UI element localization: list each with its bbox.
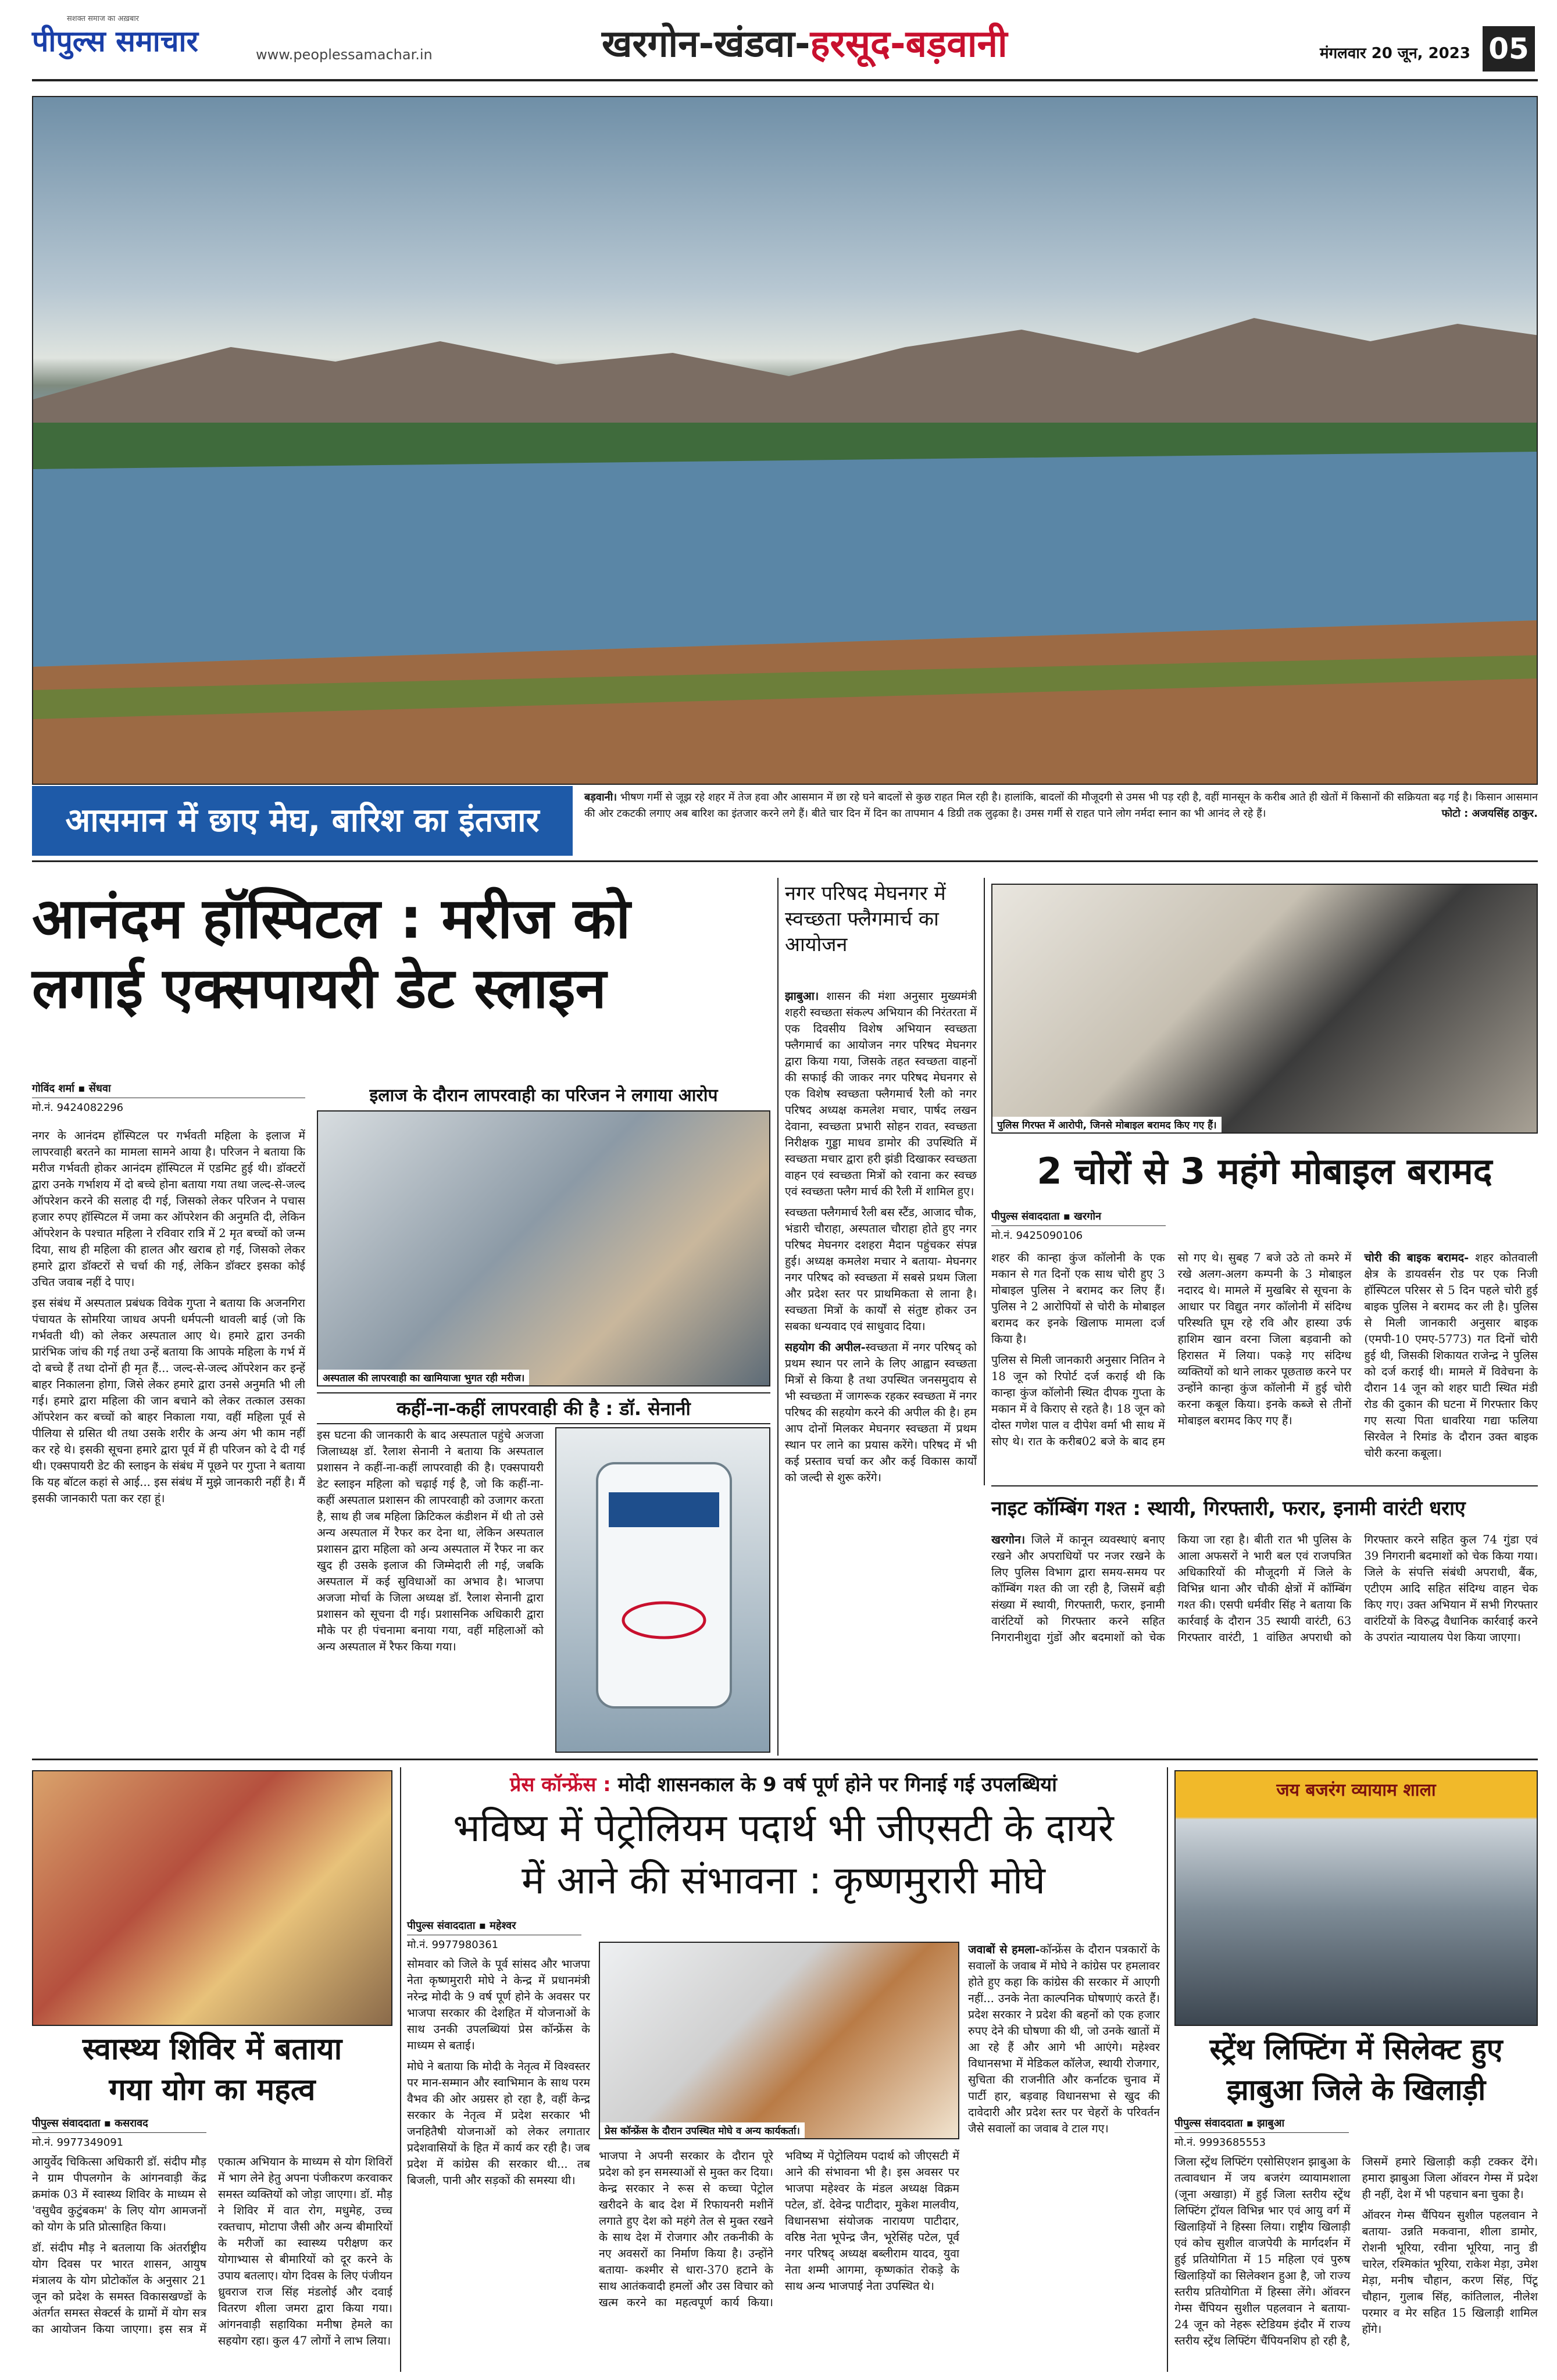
logo <box>32 13 276 59</box>
rule-above-bottom <box>32 1759 1538 1760</box>
yoga-photo <box>32 1770 392 2026</box>
press-photo <box>599 1942 959 2139</box>
press-body-col3 <box>968 1942 1160 2369</box>
police-photo-caption: पुलिस गिरफ्त में आरोपी, जिनसे मोबाइल बरामद किए गए हैं। <box>992 1117 1222 1132</box>
edition-title-part1: खरगोन-खंडवा- <box>602 23 810 66</box>
police-photo <box>991 884 1538 1134</box>
top-photo-banner: आसमान में छाए मेघ, बारिश का इंतजार <box>32 786 573 856</box>
press-body-p4: कॉन्फ्रेंस के दौरान पत्रकारों के सवालों के जवाब में मोघे ने कांग्रेस पर हमलावर होते हुए कहा कि कांग्रेस की सरकार में आएगी नहीं... उनके नेता काल्पनिक घोषणाएं करते हैं। प्रदेश सरकार ने प्रदेश की बहनों को एक हजार रुपए देने की घोषणा की थी, जो उनके खातों में आ रहे हैं और आगे भी आएंगे। महेश्वर विधानसभा में मेडिकल कॉलेज, स्थायी रोजगार, सुचिता की राजनीति और कर्नाटक चुनाव में पार्टी हार, बड़वाह विधानसभा से खुद की दावेदारी और प्रदेश स्तर पर चेहरों के परिवर्तन जैसे सवालों का जवाब वे टाल गए। <box>968 1943 1160 2135</box>
sports-mobile: मो.नं. 9993685553 <box>1174 2132 1349 2149</box>
press-byline: पीपुल्स संवाददाता ▪ महेश्वर मो.नं. 9977980361 <box>407 1918 581 1952</box>
top-photo-caption-text: भीषण गर्मी से जूझ रहे शहर में तेज हवा और आसमान में छा रहे घने बादलों से कुछ राहत मिल रही है। हालांकि, बादलों की मौजूदगी से उमस भी पड़ रही है, वहीं मानसून के करीब आते ही खेतों में किसानों की सक्रियता बढ़ गई है। किसान आसमान की ओर टकटकी लगाए अब बारिश का इंतजार करने लगे हैं। बीते चार दिन में दिन का तापमान 4 डिग्री तक लुढ़का है। उमस गर्मी से राहत पाने लोग नर्मदा स्नान का भी आनंद ले रहे हैं। <box>584 791 1538 820</box>
thieves-body <box>991 1250 1538 1480</box>
press-kicker <box>407 1770 1160 1797</box>
hospital-headline-line1: आनंदम हॉस्पिटल : मरीज को <box>32 886 631 951</box>
thieves-place: खरगोन <box>1074 1210 1102 1223</box>
press-headline <box>407 1802 1160 1907</box>
thieves-byline: पीपुल्स संवाददाता ▪ खरगोन मो.नं. 9425090106 <box>991 1209 1166 1242</box>
thieves-bike-label: चोरी की बाइक बरामद- <box>1364 1251 1469 1264</box>
masthead <box>0 0 1557 81</box>
press-photo-caption: प्रेस कॉन्फ्रेंस के दौरान उपस्थित मोघे व अन्य कार्यकर्ता। <box>600 2122 805 2138</box>
date: मंगलवार 20 जून, 2023 <box>1320 45 1470 62</box>
col-divider-3 <box>400 1767 401 2372</box>
cleanliness-body-p3: स्वच्छता में नगर परिषद् को प्रथम स्थान पर लाने के लिए आह्वान स्वच्छता मित्रों से किया है तथा उपस्थित जनसमुदाय से भी स्वच्छता में जागरूक रहकर स्वच्छता में नगर परिषद की सहयोग करने की अपील की है। हम आप दोनों मिलकर मेघनगर स्वच्छता में प्रथम स्थान पर लाने का प्रयास करेंगे। परिषद में भी कई प्रस्ताव चर्चा कर और कई विकास कार्यों को जल्दी से शुरू करेंगे। <box>785 1341 977 1484</box>
cleanliness-body-p2: स्वच्छता फ्लैगमार्च रैली बस स्टैंड, आजाद चौक, भंडारी चौराहा, अस्पताल चौराहा होते हुए नगर परिषद मेघनगर दशहरा मैदान पहुंचकर संपन्न हुई। अध्यक्ष कमलेश मचार ने बताया- मेघनगर नगर परिषद को स्वच्छता में सबसे प्रथम जिला और प्रदेश स्तर पर प्राथमिकता से लाना है। स्वच्छता मित्रों के कार्यों से संतुष्ट होकर उन सबका धन्यवाद एवं साधुवाद दिया। <box>785 1206 977 1333</box>
thieves-body-p2: पुलिस से मिली जानकारी अनुसार नितिन ने 18 जून को रिपोर्ट दर्ज कराई थी कि कान्हा कुंज कॉलोनी स्थित दीपक गुप्ता के मकान में वे किराए से रहते है। 18 जून को दोस्त गणेश पाल व दीपेश वर्मा भी साथ में सोए थे। रात के करीब02 बजे के बाद हम सो गए थे। सुबह 7 बजे उठे तो कमरे में रखे अलग-अलग कम्पनी के 3 मोबाइल नदारद थे। मामले में मुखबिर से सूचना के आधार पर विद्युत नगर कॉलोनी में संदिग्ध परिस्थति घूम रहे रवि और हास्या उर्फ हाशिम खान वरना जिला बड़वानी को हिरासत में लिया। पकड़े गए संदिग्ध व्यक्तियों को थाने लाकर पूछताछ करने पर उन्होंने कान्हा कुंज कॉलोनी में हुई चोरी करना कबूल किया। इनके कब्जे से तीनों मोबाइल बरामद किए गए हैं। <box>991 1251 1352 1448</box>
press-kicker-label: प्रेस कॉन्फ्रेंस : <box>510 1773 611 1796</box>
col-divider-1 <box>777 878 779 1756</box>
lake-photo-art <box>33 97 1538 785</box>
saline-bottle-icon <box>556 1428 770 1753</box>
sports-body-p1: जिला स्ट्रेंथ लिफ्टिंग एसोसिएशन झाबुआ के तत्वावधान में जय बजरंग व्यायामशाला (जूना अखाड़ा) में हुई जिला स्तरीय स्ट्रेंथ लिफ्टिंग ट्रॉयल विभिन्न भार एवं आयु वर्ग में खिलाड़ियों ने हिस्सा लिया। राष्ट्रीय खिलाड़ी एवं कोच सुशील वाजपेयी के मार्गदर्शन में हुई प्रतियोगिता में 15 महिला एवं पुरुष खिलाड़ियों का सिलेक्शन हुआ है, जो राज्य स्तरीय प्रतियोगिता में हिस्सा लेंगे। ऑवरन गेम्स चैंपियन सुशील पहलवान ने बताया- 24 जून को नेहरू स्टेडियम इंदौर में राज्य स्तरीय स्ट्रेंथ लिफ्टिंग चैंपियनशिप हो रही है, जिसमें हमारे खिलाड़ी कड़ी टक्कर देंगे। हमारा झाबुआ जिला ऑवरन गेम्स में प्रदेश ही नहीं, देश में भी पहचान बना चुका है। <box>1174 2155 1538 2347</box>
top-photo-caption <box>584 789 1538 822</box>
hospital-mobile: मो.नं. 9424082296 <box>32 1098 305 1114</box>
yoga-place: कसरावद <box>115 2117 148 2129</box>
combing-body-text: जिले में कानून व्यवस्थाएं बनाए रखने और अपराधियों पर नजर रखने के लिए पुलिस विभाग द्वारा समय-समय पर कॉम्बिंग गश्त की जा रही है, जिसमें बड़ी संख्या में स्थायी, गिरफ्तारी, फरार, इनामी वारंटियों को गिरफ्तार करने सहित निगरानीशुदा गुंडों और बदमाशों को चेक किया जा रहा है। बीती रात भी पुलिस के आला अफसरों ने भारी बल एवं राजपत्रित अधिकारियों की मौजूदगी में जिले के विभिन्न थाना और चौकी क्षेत्रों में कॉम्बिंग गश्त की। एसपी धर्मवीर सिंह ने बताया कि कार्रवाई के दौरान 35 स्थायी वारंटी, 63 गिरफ्तार वारंटी, 1 वांछित अपराधी को गिरफ्तार करने सहित कुल 74 गुंडा एवं 39 निगरानी बदमाशों को चेक किया गया। जिले के संपत्ति संबंधी अपराधी, बैंक, एटीएम आदि सहित संदिग्ध वाहन चेक किए गए। उक्त अभियान में सभी गिरफ्तार वारंटियों के विरुद्ध वैधानिक कार्रवाई करने के उपरांत न्यायालय पेश किया जाएगा। <box>991 1533 1538 1644</box>
website: www.peoplessamachar.in <box>256 47 433 63</box>
cleanliness-body <box>785 988 977 1756</box>
press-body-col1 <box>407 1956 590 2369</box>
press-headline-line2: में आने की संभावना : कृष्णमुरारी मोघे <box>522 1858 1045 1903</box>
hospital-body-col2 <box>317 1427 544 1753</box>
sports-reporter: पीपुल्स संवाददाता <box>1174 2117 1243 2129</box>
thieves-body-p3: शहर कोतवाली क्षेत्र के डायवर्सन रोड पर एक निजी हॉस्पिटल परिसर से 5 दिन पहले चोरी हुई बाइक पुलिस ने बरामद कर ली है। पुलिस से मिली जानकारी अनुसार बाइक (एमपी-10 एमए-5773) गत दिनों चोरी हुई थी, जिसकी शिकायत राजेन्द्र ने पुलिस को दर्ज कराई थी। मामले में विवेचना के दौरान 14 जून को शहर घाटी स्थित मंडी रोड की दुकान की घटना में गिरफ्तार किए गए सत्या पिता धावरिया गद्या फलिया सिरवेल ने रिमांड के दौरान उक्त बाइक चोरी करना कबूला। <box>1364 1251 1538 1460</box>
hospital-body-col1 <box>32 1128 305 1753</box>
yoga-headline <box>32 2029 392 2110</box>
combing-body <box>991 1532 1538 1756</box>
combing-headline: नाइट कॉम्बिंग गश्त : स्थायी, गिरफ्तारी, फरार, इनामी वारंटी धराए <box>991 1497 1466 1520</box>
col-divider-2 <box>984 878 985 1485</box>
top-photo-caption-place: बड़वानी। <box>584 791 617 803</box>
sports-byline: पीपुल्स संवाददाता ▪ झाबुआ मो.नं. 9993685553 <box>1174 2116 1349 2149</box>
hospital-subheading: इलाज के दौरान लापरवाही का परिजन ने लगाया आरोप <box>369 1085 718 1106</box>
press-body-p1: सोमवार को जिले के पूर्व सांसद और भाजपा नेता कृष्णमुरारी मोघे ने केन्द्र में प्रधानमंत्री नरेन्द्र मोदी के 9 वर्ष पूर्ण होने के अवसर पर भाजपा सरकार की देशहित में योजनाओं के साथ उनकी उपलब्धियां प्रेस कॉन्फ्रेंस के माध्यम से बताई। <box>407 1957 590 2052</box>
press-kicker-text: मोदी शासनकाल के 9 वर्ष पूर्ण होने पर गिनाई गई उपलब्धियां <box>617 1773 1057 1796</box>
hospital-place: सेंधवा <box>88 1082 111 1095</box>
combing-place: खरगोन। <box>991 1533 1026 1546</box>
yoga-body-p1: आयुर्वेद चिकित्सा अधिकारी डॉ. संदीप मौड़ ने ग्राम पीपलगोन के आंगनवाड़ी केंद्र क्रमांक 03 में स्वास्थ्य शिविर के माध्यम से 'वसुधैव कुटुंबकम' के लिए योग आमजनों को योग के प्रति प्रोत्साहित किया। <box>32 2155 206 2234</box>
yoga-mobile: मो.नं. 9977349091 <box>32 2132 206 2149</box>
page-number: 05 <box>1483 26 1535 72</box>
press-body-col2 <box>599 2148 959 2369</box>
sports-body <box>1174 2154 1538 2369</box>
hospital-reporter: गोविंद शर्मा <box>32 1082 74 1095</box>
sports-headline-line2: झाबुआ जिले के खिलाड़ी <box>1226 2073 1486 2107</box>
top-photo-credit: फोटो : अजयसिंह ठाकुर. <box>1441 807 1538 820</box>
yoga-byline: पीपुल्स संवाददाता ▪ कसरावद मो.नं. 9977349091 <box>32 2116 206 2149</box>
thieves-headline: 2 चोरों से 3 महंगे मोबाइल बरामद <box>1037 1150 1492 1192</box>
masthead-rule <box>32 79 1538 81</box>
saline-photo <box>555 1427 770 1753</box>
logo-text: पीपुल्स समाचार <box>32 24 198 58</box>
thieves-mobile: मो.नं. 9425090106 <box>991 1225 1166 1242</box>
hospital-headline <box>32 884 770 1023</box>
rule-above-combing <box>991 1485 1538 1486</box>
press-body-p3: भाजपा ने अपनी सरकार के दौरान पूरे प्रदेश को इन समस्याओं से मुक्त कर दिया। केन्द्र सरकार ने रूस से कच्चा पेट्रोल खरीदने के बाद देश में रिफायनरी मशीनें लगाते हुए देश को महंगे तेल से मुक्त रखने के साथ देश में रोजगार और तकनीकी के नए अवसरों का निर्माण किया है। उन्होंने बताया- कश्मीर से धारा-370 हटाने के साथ आतंकवादी हमलों और उस विचार को खत्म करने का महत्वपूर्ण कार्य किया। भविष्य में पेट्रोलियम पदार्थ को जीएसटी में आने की संभावना भी है। इस अवसर पर भाजपा महेश्वर के मंडल अध्यक्ष विक्रम पटेल, डॉ. देवेन्द्र पाटीदार, मुकेश मालवीय, विधानसभा संयोजक नारायण पाटीदार, वरिष्ठ नेता भूपेन्द्र जैन, भूरेसिंह पटेल, पूर्व नगर परिषद् अध्यक्ष बब्लीराम यादव, युवा नेता शम्मी आगमा, कृष्णकांत रोकड़े के साथ अन्य भाजपाई नेता उपस्थित थे। <box>599 2149 959 2309</box>
cleanliness-headline: नगर परिषद मेघनगर में स्वच्छता फ्लैगमार्च का आयोजन <box>785 882 946 956</box>
edition-title-part2: हरसूद-बड़वानी <box>810 23 1008 66</box>
yoga-reporter: पीपुल्स संवाददाता <box>32 2117 101 2129</box>
sports-headline-line1: स्ट्रेंथ लिफ्टिंग में सिलेक्ट हुए <box>1209 2032 1503 2066</box>
cleanliness-place: झाबुआ। <box>785 989 819 1003</box>
sports-headline <box>1174 2029 1538 2110</box>
yoga-headline-line1: स्वास्थ्य शिविर में बताया <box>82 2032 342 2067</box>
yoga-headline-line2: गया योग का महत्व <box>109 2072 316 2107</box>
logo-tagline: सशक्त समाज का अख़बार <box>67 15 140 23</box>
press-body-p2: मोघे ने बताया कि मोदी के नेतृत्व में विश्वस्तर पर मान-सम्मान और स्वाभिमान के साथ परम वैभव की ओर अग्रसर हो रहा है, वहीं केन्द्र सरकार के नेतृत्व में प्रदेश सरकार भी जनहितैषी योजनाओं को लेकर लगातार प्रदेशवासियों के हित में कार्य कर रही है। जब प्रदेश में कांग्रेस की सरकार थी... तब बिजली, पानी और सड़कों की समस्या थी। <box>407 2060 590 2187</box>
hospital-headline-line2: लगाई एक्सपायरी डेट स्लाइन <box>32 956 606 1021</box>
yoga-body-p2: डॉ. संदीप मौड़ ने बतलाया कि अंतर्राष्ट्रीय योग दिवस पर भारत शासन, आयुष मंत्रालय के योग प्रोटोकॉल के अनुसार 21 जून को प्रदेश के समस्त विकासखण्डों के अंतर्गत समस्त सेक्टर्स के ग्रामों में योग सत्र का आयोजन किया जाएगा। इस सत्र में एकात्म अभियान के माध्यम से योग शिविरों में भाग लेने हेतु अपना पंजीकरण करवाकर समस्त व्यक्तियों को जोड़ा जाएगा। डॉ. मौड़ ने शिविर में वात रोग, मधुमेह, उच्च रक्तचाप, मोटापा जैसी और अन्य बीमारियों के मरीजों का स्वास्थ्य परीक्षण कर योगाभ्यास से बीमारियों को दूर करने के उपाय बतलाए। योग दिवस के लिए पंजीयन ध्रुवराज राज सिंह मंडलोई और दवाई वितरण शीला जमरा द्वारा किया गया। आंगनवाड़ी सहायिका मनीषा हेमले का सहयोग रहा। कुल 47 लोगों ने लाभ लिया। <box>32 2155 392 2347</box>
edition-title <box>602 21 1008 67</box>
col-divider-4 <box>1167 1767 1168 2372</box>
hospital-body-p1: नगर के आनंदम हॉस्पिटल पर गर्भवती महिला के इलाज में लापरवाही बरतने का मामला सामने आया है। परिजन ने बताया कि मरीज गर्भवती होकर आनंदम हॉस्पिटल में एडमिट हुई थी। डॉक्टरों द्वारा उनके गर्भाशय में दो बच्चे होना बताया गया तथा जल्द-से-जल्द ऑपरेशन करने की सलाह दी गई, जिसको लेकर परिजन ने पचास हजार रुपए हॉस्पिटल में जमा कर ऑपरेशन की अनुमति दी, लेकिन ऑपरेशन के पश्चात महिला ने रविवार रात्रि में 2 मृत बच्चों को जन्म दिया, साथ ही महिला की हालत और खराब हो गई, जिसको लेकर हमारे द्वारा डॉक्टरों से चर्चा की गई, लेकिन डॉक्टर इसका कोई उचित जवाब नहीं दे पाए। <box>32 1129 305 1289</box>
thieves-reporter: पीपुल्स संवाददाता <box>991 1210 1060 1223</box>
hospital-body-p3: इस घटना की जानकारी के बाद अस्पताल पहुंचे अजजा जिलाध्यक्ष डॉ. रैलाश सेनानी ने बताया कि अस्पताल प्रशासन ने कहीं-ना-कहीं लापरवाही की है। एक्सपायरी डेट स्लाइन महिला को चढ़ाई गई है, जो कि कहीं-ना-कहीं अस्पताल प्रशासन की लापरवाही को उजागर करता है, साथ ही जब महिला क्रिटिकल कंडीशन में थी तो उसे अन्य अस्पताल में रैफर कर देना था, लेकिन अस्पताल प्रशासन द्वारा महिला को अन्य अस्पताल में रैफर ना कर खुद ही उसके इलाज की जिम्मेदारी ली गई, जबकि अस्पताल में कई सुविधाओं का अभाव है। भाजपा अजजा मोर्चा के जिला अध्यक्ष डॉ. रैलाश सेनानी द्वारा प्रशासन को सूचना दी गई। प्रशासनिक अधिकारी द्वारा मौके पर ही पंचनामा बनाया गया, वहीं महिलाओं को अन्य अस्पताल में रैफर किया गया। <box>317 1428 544 1653</box>
rule-below-top <box>32 860 1538 862</box>
cleanliness-appeal-label: सहयोग की अपील- <box>785 1341 866 1354</box>
hospital-photo-caption: अस्पताल की लापरवाही का खामियाजा भुगत रही मरीज। <box>318 1370 529 1385</box>
sports-body-p2: ऑवरन गेम्स चैंपियन सुशील पहलवान ने बताया- उन्नति मकवाना, शीला डामोर, रोशनी भूरिया, रवीना भूरिया, नानु डी चारेल, रश्मिकांत भूरिया, राकेश मेड़ा, उमेश मेड़ा, मनीष चौहान, करण सिंह, पिंटू चौहान, गुलाब सिंह, कांतिलाल, नीलेश परमार व मेर सहित 15 खिलाड़ी शामिल होंगे। <box>1362 2209 1538 2336</box>
hospital-byline: गोविंद शर्मा ▪ सेंधवा मो.नं. 9424082296 <box>32 1081 305 1114</box>
press-reporter: पीपुल्स संवाददाता <box>407 1920 476 1932</box>
press-place: महेश्वर <box>490 1920 516 1932</box>
sports-place: झाबुआ <box>1257 2117 1285 2129</box>
sports-photo-banner: जय बजरंग व्यायाम शाला <box>1276 1780 1436 1800</box>
lake-photo <box>32 96 1538 785</box>
hospital-photo <box>317 1110 770 1386</box>
press-mobile: मो.नं. 9977980361 <box>407 1935 581 1952</box>
hospital-body-p2: इस संबंध में अस्पताल प्रबंधक विवेक गुप्ता ने बताया कि अजनगिरा पंचायत के सोमरिया जाधव अपनी धर्मपत्नी थावली बाई (जो कि गर्भवती थी) को लेकर अस्पताल आए थे। हमारे द्वारा उनकी प्रारंभिक जांच की गई तथा उन्हें बताया कि आपके महिला के गर्भ में दो बच्चे हैं तथा दोनों ही मृत हैं... जल्द-से-जल्द ऑपरेशन कर इन्हें बाहर निकालना होगा, जिसे लेकर हमारे द्वारा उनसे अनुमति भी ली गई। हमारे द्वारा महिला की जान बचाने को लेकर तत्काल उसका ऑपरेशन कर बच्चों को बाहर निकाला गया, वहीं महिला पूर्व से पीलिया से ग्रसित थी तथा उसके शरीर के अन्य अंग भी काम नहीं कर रहे थे। इसकी सूचना हमारे द्वारा पूर्व में ही परिजन को दे दी गई थी। एक्सपायरी डेट की स्लाइन के संबंध में पूछने पर गुप्ता ने बताया कि यह बॉटल कहां से आई... इस संबंध में मुझे जानकारी नहीं है। मैं इसकी जानकारी पता कर रहा हूं। <box>32 1296 305 1505</box>
hospital-subhead2: कहीं-ना-कहीं लापरवाही की है : डॉ. सेनानी <box>317 1392 770 1424</box>
yoga-body <box>32 2154 392 2369</box>
press-headline-line1: भविष्य में पेट्रोलियम पदार्थ भी जीएसटी के दायरे <box>453 1806 1114 1850</box>
sports-photo <box>1174 1770 1538 2026</box>
press-attack-label: जवाबों से हमला- <box>968 1943 1040 1956</box>
cleanliness-body-p1: शासन की मंशा अनुसार मुख्यमंत्री शहरी स्वच्छता संकल्प अभियान की निरंतरता में एक दिवसीय विशेष अभियान स्वच्छता फ्लैगमार्च का आयोजन नगर परिषद मेघनगर द्वारा किया गया, जिसके तहत स्वच्छता वाहनों की सफाई की जाकर नगर परिषद मेघनगर से एक विशेष स्वच्छता फ्लैगमार्च रैली को नगर परिषद अध्यक्ष कमलेश मचार, पार्षद लखन देवाना, स्वच्छता प्रभारी सोहन रावत, स्वच्छता निरीक्षक गुड्डा माधव डामोर की उपस्थिति में स्वच्छता मचार द्वारा हरी झंडी दिखाकर स्वच्छता वाहन एवं स्वच्छता मित्रों को रवाना कर स्वच्छ एवं स्वच्छता फ्लैग मार्च की रैली में शामिल हुए। <box>785 989 977 1198</box>
thieves-body-p1: शहर की कान्हा कुंज कॉलोनी के एक मकान से गत दिनों एक साथ चोरी हुए 3 मोबाइल पुलिस ने बरामद कर लिए हैं। पुलिस ने 2 आरोपियों से चोरी के मोबाइल बरामद कर इनके खिलाफ मामला दर्ज किया है। <box>991 1251 1165 1346</box>
